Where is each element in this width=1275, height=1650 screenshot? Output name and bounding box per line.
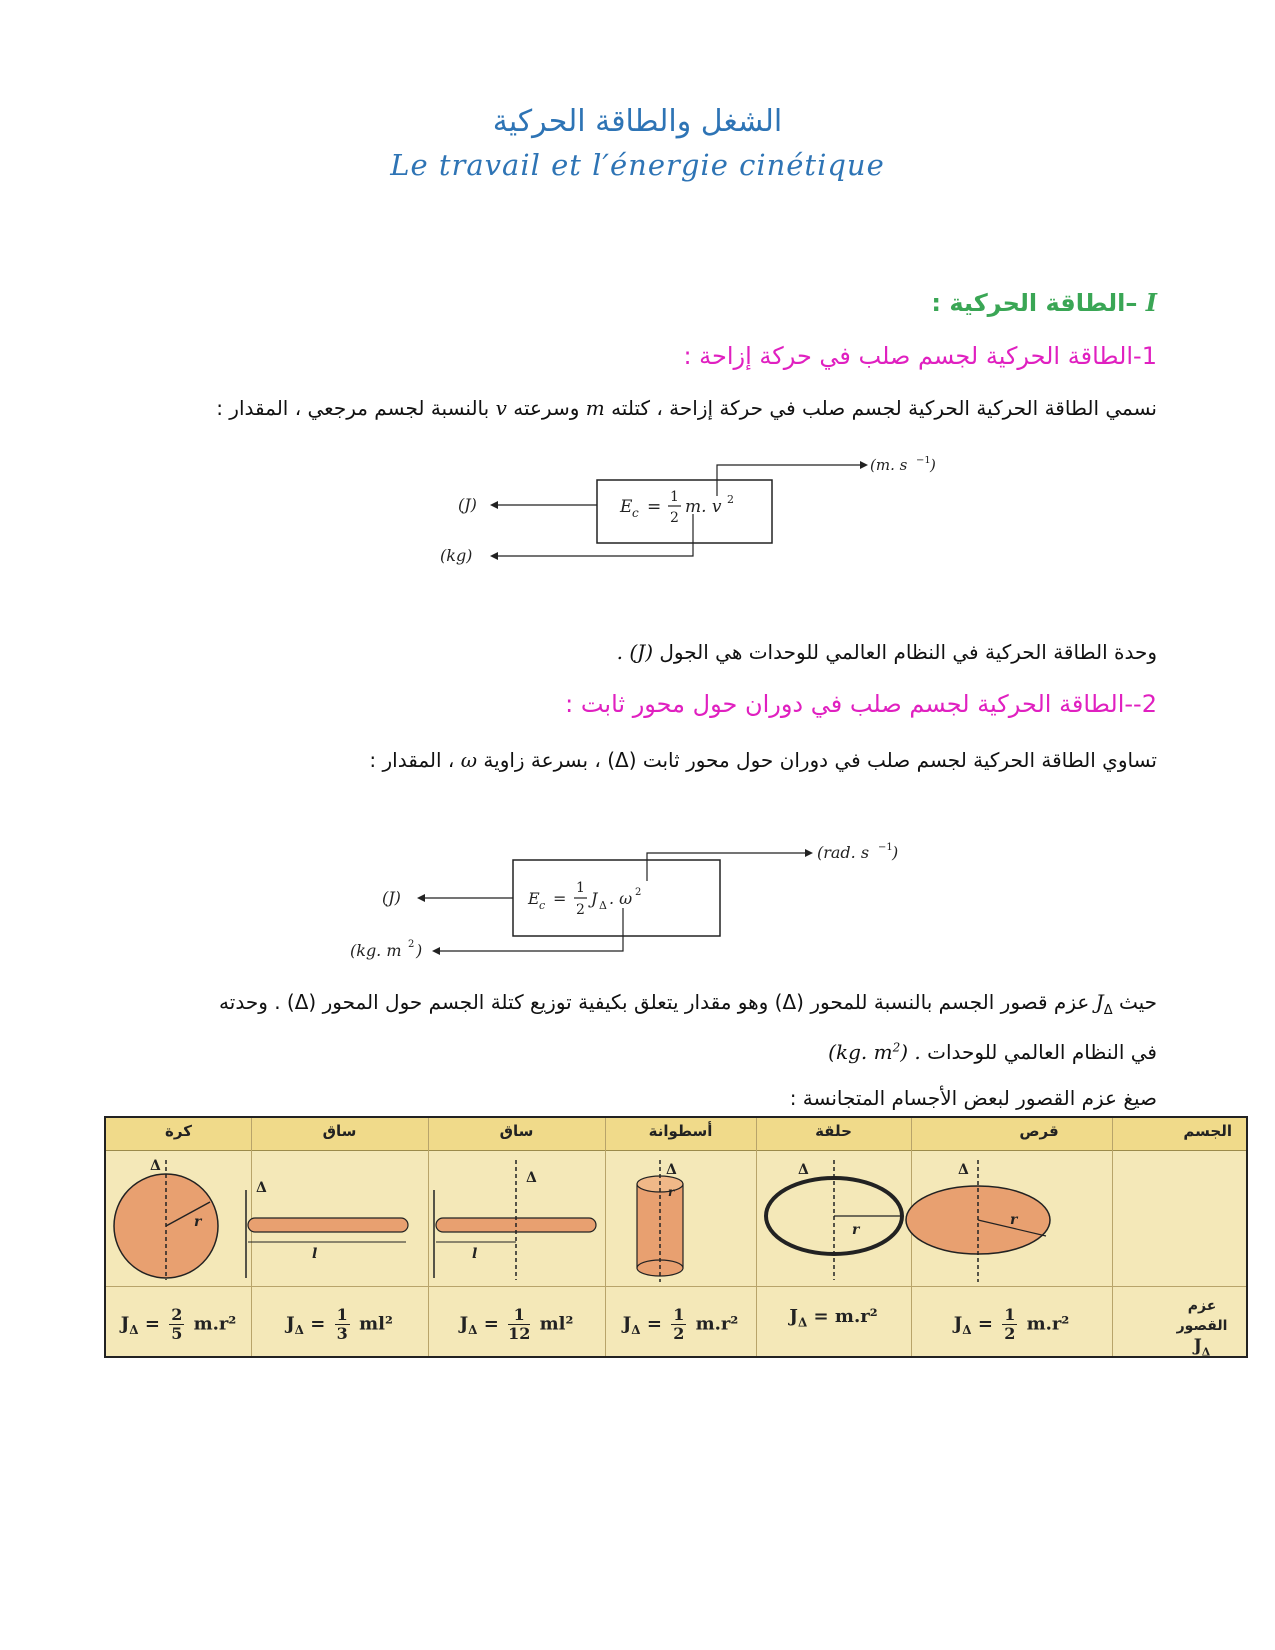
formula-cylinder: $J_\Delta$ = $\frac{1}{2}$ m.r²: [622, 1305, 739, 1343]
axis-label: Δ: [958, 1162, 969, 1178]
arrowhead: [417, 894, 425, 902]
row-label-inertia: عزم القصور $J_\Delta$: [1176, 1298, 1228, 1359]
formula-disc: $J_\Delta$ = $\frac{1}{2}$ m.r²: [953, 1305, 1070, 1343]
unit-symbol: (J) .: [616, 640, 654, 664]
formula-ring: $J_\Delta = m.r^2$: [789, 1306, 878, 1330]
formula-exp: 2: [727, 493, 734, 506]
formula-eq: =: [553, 889, 567, 908]
header-ring: حلقة: [815, 1122, 852, 1140]
formula-rest: m. v: [685, 497, 722, 517]
text-part: عزم قصور الجسم بالنسبة للمحور (Δ) وهو مقدار يتعلق بكيفية توزيع كتلة الجسم حول المحور (Δ) . وحدته: [219, 990, 1090, 1014]
radius-label: r: [1010, 1212, 1018, 1228]
var-omega: ω: [460, 748, 478, 772]
formula-exp: 2: [635, 887, 642, 898]
arrow-inertia: [440, 908, 623, 951]
radius-label: r: [194, 1214, 202, 1230]
formula-eq: =: [647, 497, 662, 517]
unit-energy: (J): [458, 495, 477, 514]
text-part: بالنسبة لجسم مرجعي ، المقدار :: [216, 396, 490, 420]
table-divider: [106, 1286, 1246, 1287]
var-m: m: [585, 396, 605, 420]
axis-label: Δ: [798, 1162, 809, 1178]
header-sphere: كرة: [165, 1122, 192, 1140]
text-part: حيث: [1118, 990, 1157, 1014]
formula-num: 1: [670, 489, 679, 505]
var-J-sub: Δ: [1103, 1003, 1113, 1018]
subheading-rotation: 2--الطاقة الحركية لجسم صلب في دوران حول محور ثابت :: [565, 690, 1157, 718]
formula-lhs-sub: c: [632, 506, 639, 520]
header-body: الجسم: [1183, 1122, 1232, 1140]
text-part: تساوي الطاقة الحركية لجسم صلب في دوران حول محور ثابت (Δ) ، بسرعة زاوية: [483, 748, 1157, 772]
section-numeral: I: [1145, 288, 1157, 317]
length-label: l: [472, 1246, 478, 1262]
text-part: ، المقدار :: [369, 748, 455, 772]
formula-rod-end: $J_\Delta$ = $\frac{1}{3}$ ml²: [286, 1305, 393, 1343]
page-title-arabic: الشغل والطاقة الحركية: [492, 104, 783, 139]
header-disc: قرص: [1019, 1122, 1059, 1140]
formula-den: 2: [576, 902, 585, 918]
var-v: v: [495, 396, 507, 420]
formula-J: J: [591, 889, 598, 908]
formula-num: 1: [576, 880, 585, 896]
formula-J-sub: Δ: [599, 899, 607, 912]
unit-angular-close: ): [892, 843, 899, 862]
unit-speed-close: ): [930, 456, 936, 474]
var-J: J: [1095, 990, 1104, 1014]
arrowhead: [490, 501, 498, 509]
paragraph-joule-unit: [617, 640, 1157, 664]
header-cylinder: أسطوانة: [648, 1122, 713, 1140]
arrowhead: [490, 552, 498, 560]
axis-label: Δ: [666, 1162, 677, 1178]
radius-label: r: [668, 1185, 675, 1199]
formula-lhs-sub: c: [539, 899, 546, 912]
paragraph-inertia-list-intro: صيغ عزم القصور لبعض الأجسام المتجانسة :: [789, 1086, 1157, 1110]
axis-label: Δ: [150, 1158, 161, 1174]
unit-mass: (kg): [440, 546, 473, 565]
text-part: نسمي الطاقة الحركية الحركية لجسم صلب في حركة إزاحة ، كتلته: [611, 396, 1157, 420]
formula-sphere: $J_\Delta$ = $\frac{2}{5}$ m.r²: [120, 1305, 237, 1343]
inertia-table: [104, 1116, 1248, 1358]
arrowhead: [860, 461, 868, 469]
text-part: وسرعته: [513, 396, 580, 420]
formula-lhs: E: [528, 889, 540, 908]
unit-speed: (m. s: [870, 456, 908, 474]
inertia-shapes: [106, 1150, 1246, 1286]
header-rod-center: ساق: [499, 1122, 534, 1140]
unit-inertia-exp: 2: [408, 939, 415, 950]
unit-inertia: (kg. m: [350, 941, 402, 960]
radius-label: r: [852, 1222, 860, 1238]
arrow-mass: [498, 514, 693, 556]
unit-speed-exp: −1: [916, 456, 931, 466]
formula-den: 2: [670, 510, 679, 526]
unit-angular: (rad. s: [817, 843, 870, 862]
axis-label: Δ: [526, 1170, 537, 1186]
formula-rest: . ω: [609, 889, 633, 908]
page-title-french: Le travail et l′énergie cinétique: [390, 148, 885, 182]
arrowhead: [805, 849, 813, 857]
text-part: في النظام العالمي للوحدات: [927, 1040, 1157, 1064]
paragraph-rotation-definition: [369, 748, 1157, 772]
length-label: l: [312, 1246, 318, 1262]
header-rod-end: ساق: [322, 1122, 357, 1140]
unit-inertia-close: ): [416, 941, 423, 960]
arrowhead: [432, 947, 440, 955]
section-heading-text: –الطاقة الحركية :: [931, 289, 1138, 317]
section-heading-kinetic-energy: [931, 288, 1157, 317]
paragraph-inertia-unit: [828, 1040, 1157, 1064]
formula-lhs: E: [620, 497, 633, 517]
subheading-translation: 1-الطاقة الحركية لجسم صلب في حركة إزاحة :: [683, 342, 1157, 370]
formula-rotation-diagram: [350, 836, 910, 966]
unit-energy: (J): [382, 888, 401, 907]
paragraph-inertia-definition: [108, 990, 1157, 1018]
formula-rod-center: $J_\Delta$ = $\frac{1}{12}$ ml²: [459, 1305, 574, 1343]
unit-angular-exp: −1: [878, 842, 893, 853]
text-part: وحدة الطاقة الحركية في النظام العالمي للوحدات هي الجول: [659, 640, 1157, 664]
rod-end-shape: [248, 1218, 408, 1232]
axis-label: Δ: [256, 1180, 267, 1196]
paragraph-translation-definition: [216, 396, 1157, 420]
inertia-unit: (kg. $m^2$) .: [828, 1040, 921, 1064]
formula-translation-diagram: [440, 456, 960, 586]
arrow-angular: [647, 853, 805, 881]
